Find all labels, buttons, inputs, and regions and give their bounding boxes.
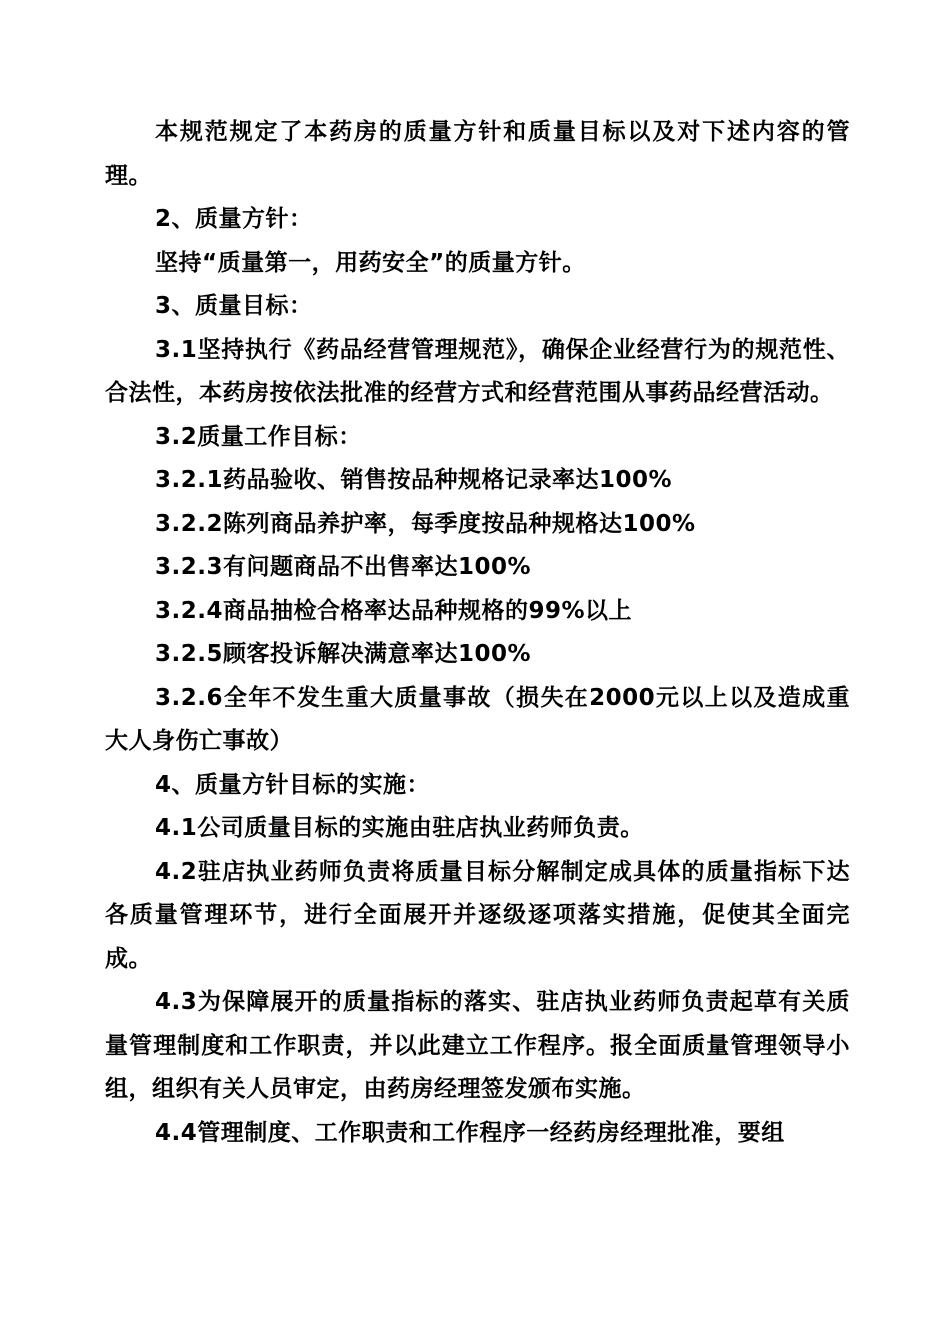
- item-3-2-5: 3.2.5顾客投诉解决满意率达100%: [155, 641, 532, 667]
- paragraph-intro: 本规范规定了本药房的质量方针和质量目标以及对下述内容的管理。: [105, 119, 850, 189]
- item-3-2-6: 3.2.6全年不发生重大质量事故（损失在2000元以上以及造成重大人身伤亡事故）: [105, 684, 850, 754]
- paragraph-4-3: 4.3为保障展开的质量指标的落实、驻店执业药师负责起草有关质量管理制度和工作职责，并以此建立工作程序。报全面质量管理领导小组，组织有关人员审定，由药房经理签发颁布实施。: [105, 989, 850, 1102]
- paragraph-3-1: 3.1坚持执行《药品经营管理规范》，确保企业经营行为的规范性、合法性，本药房按依法批准的经营方式和经营范围从事药品经营活动。: [105, 336, 850, 406]
- item-3-2-1: 3.2.1药品验收、销售按品种规格记录率达100%: [155, 467, 673, 493]
- paragraph-4-2: 4.2驻店执业药师负责将质量目标分解制定成具体的质量指标下达各质量管理环节，进行全面展开并逐级逐项落实措施，促使其全面完成。: [105, 858, 850, 972]
- paragraph-4-1: 4.1公司质量目标的实施由驻店执业药师负责。: [155, 815, 644, 841]
- item-3-2-4: 3.2.4商品抽检合格率达品种规格的99%以上: [155, 597, 633, 624]
- item-3-2-2: 3.2.2陈列商品养护率，每季度按品种规格达100%: [155, 510, 696, 537]
- paragraph-quality-policy: 坚持“质量第一，用药安全”的质量方针。: [155, 249, 586, 276]
- document-body: [105, 111, 850, 1155]
- heading-implementation: 4、质量方针目标的实施：: [155, 771, 431, 798]
- heading-quality-policy: 2、质量方针：: [155, 206, 313, 232]
- heading-quality-goals: 3、质量目标：: [155, 293, 313, 319]
- paragraph-4-4: 4.4管理制度、工作职责和工作程序一经药房经理批准，要组: [155, 1119, 785, 1146]
- item-3-2-3: 3.2.3有问题商品不出售率达100%: [155, 554, 532, 580]
- heading-3-2: 3.2质量工作目标：: [155, 423, 362, 450]
